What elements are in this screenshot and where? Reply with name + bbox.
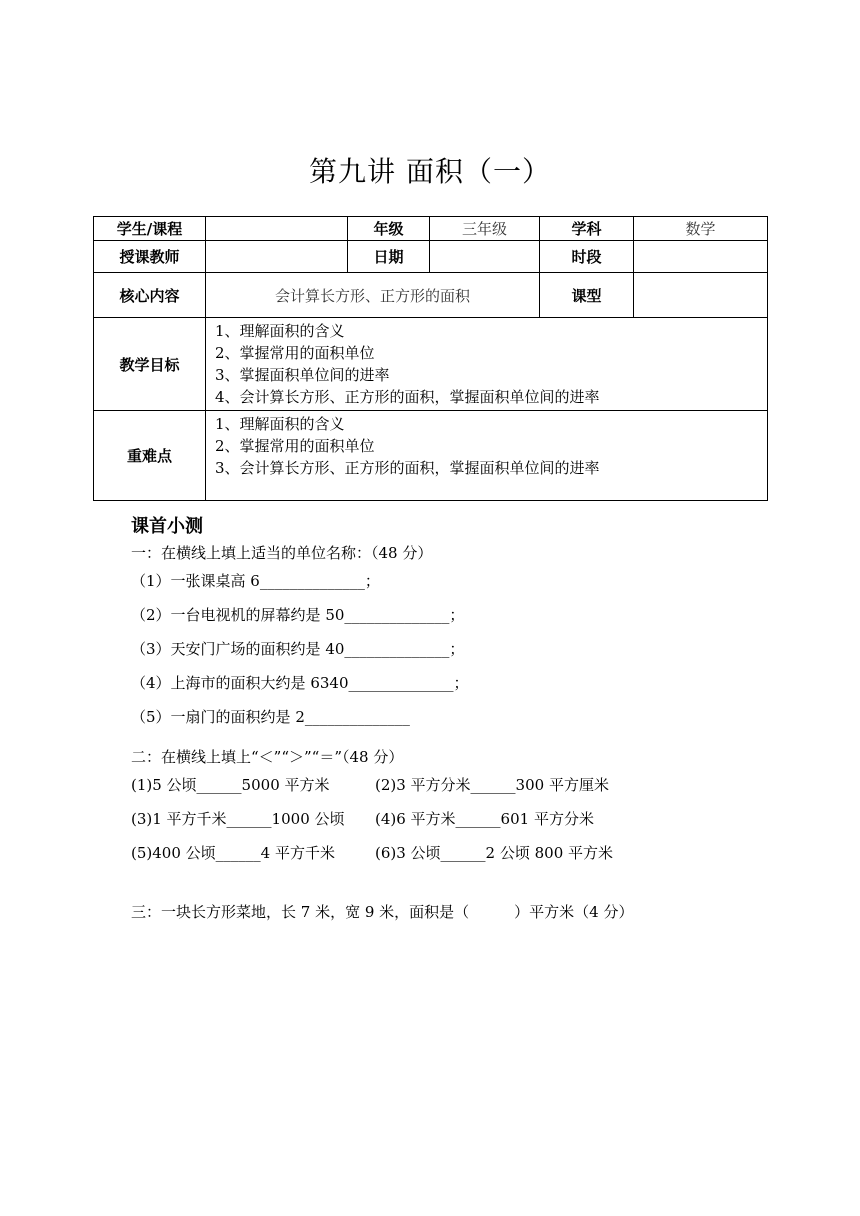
part2-item: (1)5 公顷______5000 平方米 <box>131 776 330 794</box>
table-row <box>94 241 768 273</box>
goal-item: 2、掌握常用的面积单位 <box>215 344 375 362</box>
part2-item: (2)3 平方分米______300 平方厘米 <box>375 776 609 794</box>
table-row <box>94 273 768 318</box>
grade-value: 三年级 <box>430 217 540 241</box>
teaching-goals-label: 教学目标 <box>94 318 206 411</box>
part2-item: (4)6 平方米______601 平方分米 <box>375 810 594 828</box>
core-content-label: 核心内容 <box>94 273 206 318</box>
lesson-type-value <box>634 273 768 318</box>
subject-label: 学科 <box>540 217 634 241</box>
page-title: 第九讲 面积（一） <box>309 155 551 188</box>
part1-item: （2）一台电视机的屏幕约是 50______________； <box>131 606 465 624</box>
key-point-item: 2、掌握常用的面积单位 <box>215 437 375 455</box>
quiz-heading: 课首小测 <box>131 516 203 537</box>
key-point-item: 3、会计算长方形、正方形的面积，掌握面积单位间的进率 <box>215 459 600 477</box>
table-row <box>94 217 768 241</box>
part1-item: （1）一张课桌高 6______________； <box>131 572 380 590</box>
goal-item: 3、掌握面积单位间的进率 <box>215 366 390 384</box>
part1-item: （4）上海市的面积大约是 6340______________； <box>131 674 469 692</box>
teacher-value <box>206 241 348 273</box>
core-content-value: 会计算长方形、正方形的面积 <box>206 273 540 318</box>
grade-label: 年级 <box>348 217 430 241</box>
part2-item: (6)3 公顷______2 公顷 800 平方米 <box>375 844 614 862</box>
part2-item: (5)400 公顷______4 平方千米 <box>131 844 335 862</box>
table-row <box>94 318 768 411</box>
key-points-list <box>206 411 768 501</box>
teacher-label: 授课教师 <box>94 241 206 273</box>
date-value <box>430 241 540 273</box>
teaching-goals-list <box>206 318 768 411</box>
key-points-label: 重难点 <box>94 411 206 501</box>
period-label: 时段 <box>540 241 634 273</box>
part3-title: 三：一块长方形菜地，长 7 米，宽 9 米，面积是（ ）平方米（4 分） <box>131 903 634 921</box>
table-row <box>94 411 768 501</box>
student-course-label: 学生/课程 <box>94 217 206 241</box>
student-course-value <box>206 217 348 241</box>
lesson-type-label: 课型 <box>540 273 634 318</box>
part2-title: 二：在横线上填上“＜”“＞”“＝”（48 分） <box>131 748 404 766</box>
subject-value: 数学 <box>634 217 768 241</box>
part1-title: 一：在横线上填上适当的单位名称：（48 分） <box>131 544 433 562</box>
lesson-info-table <box>93 216 768 501</box>
goal-item: 4、会计算长方形、正方形的面积，掌握面积单位间的进率 <box>215 388 600 406</box>
part1-item: （5）一扇门的面积约是 2______________ <box>131 708 410 726</box>
goal-item: 1、理解面积的含义 <box>215 322 345 340</box>
part1-item: （3）天安门广场的面积约是 40______________； <box>131 640 465 658</box>
part2-item: (3)1 平方千米______1000 公顷 <box>131 810 345 828</box>
key-point-item: 1、理解面积的含义 <box>215 415 345 433</box>
period-value <box>634 241 768 273</box>
date-label: 日期 <box>348 241 430 273</box>
